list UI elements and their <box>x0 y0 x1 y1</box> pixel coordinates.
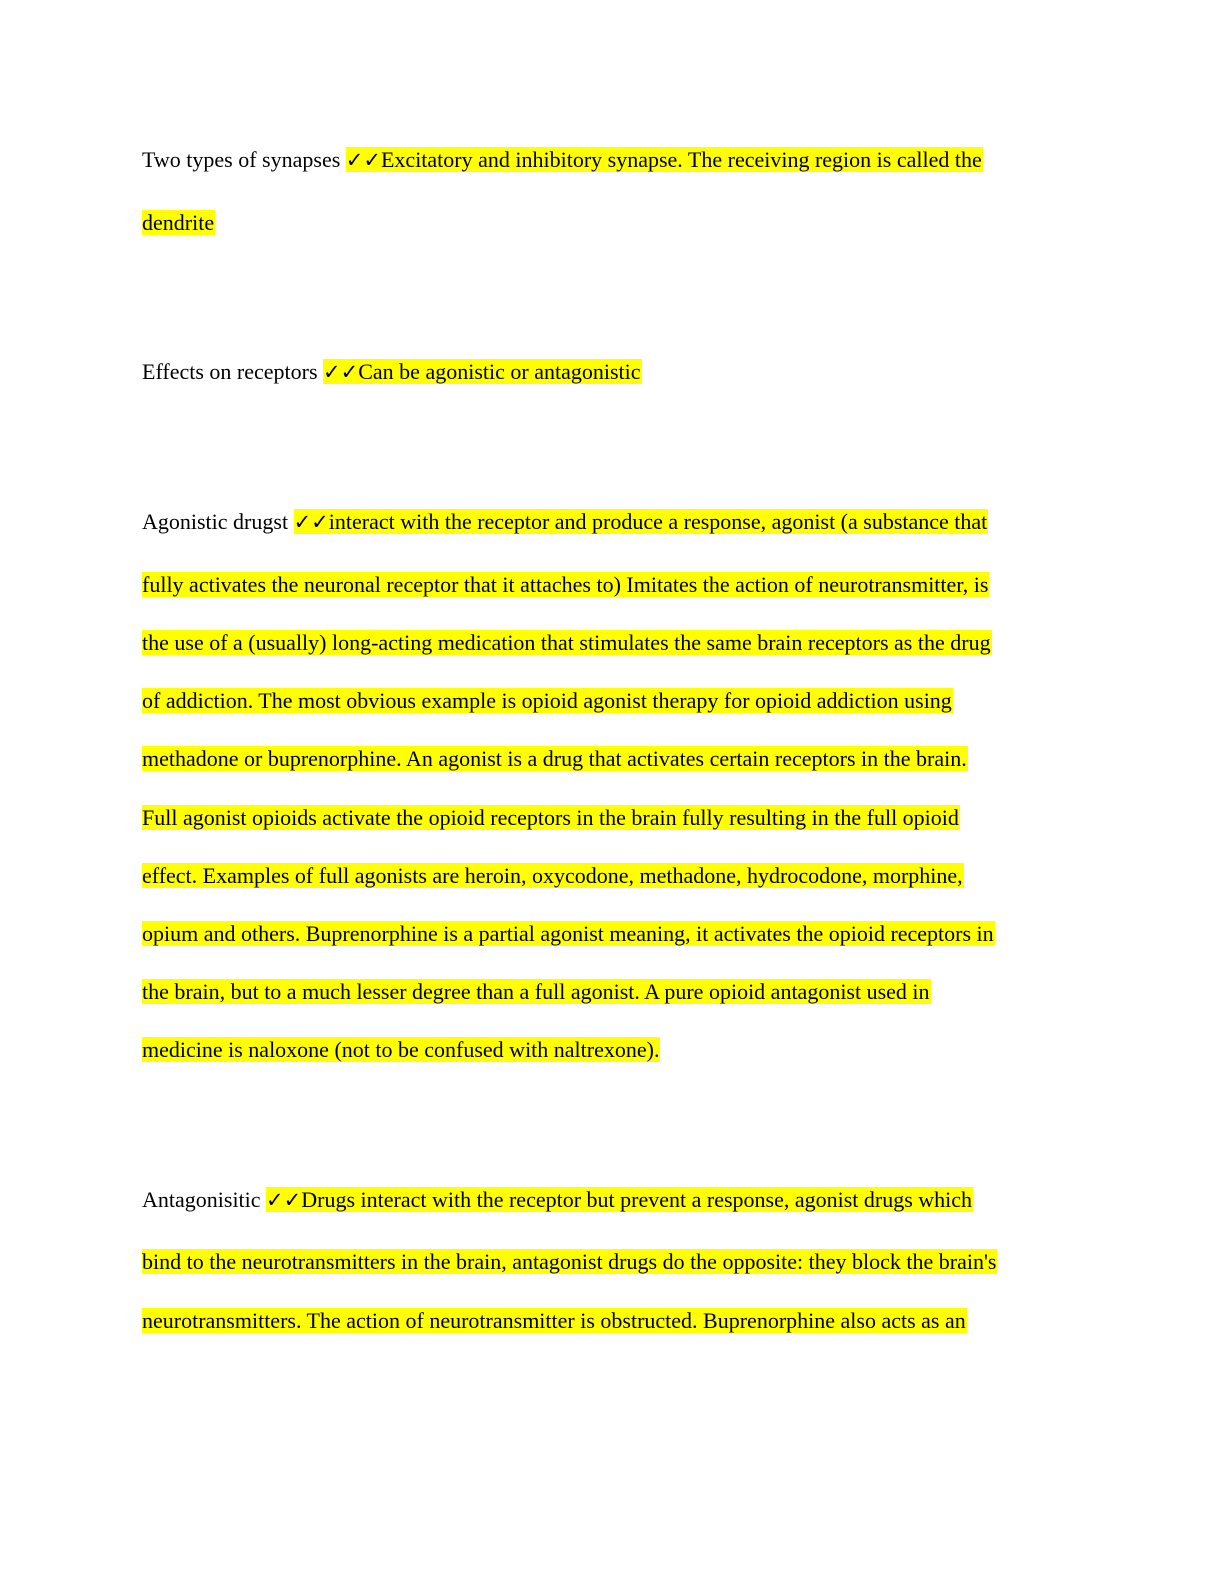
entry-synapses-line-2 <box>142 207 215 239</box>
entry-agonistic-line-6 <box>142 802 960 834</box>
answer-text: Full agonist opioids activate the opioid receptors in the brain fully resulting in the full opioid <box>142 805 959 830</box>
entry-agonistic-line-7 <box>142 860 964 892</box>
answer-text: neurotransmitters. The action of neurotransmitter is obstructed. Buprenorphine also acts as an <box>142 1308 966 1333</box>
entry-synapses-line-1 <box>142 144 983 176</box>
entry-antagonistic-line-2 <box>142 1246 997 1278</box>
double-check-icon: ✓✓ <box>345 148 381 172</box>
double-check-icon: ✓✓ <box>323 360 359 384</box>
entry-term: Agonistic drugst <box>142 509 294 534</box>
answer-text: the use of a (usually) long-acting medication that stimulates the same brain receptors as the drug <box>142 630 991 655</box>
entry-agonistic-line-5 <box>142 743 968 775</box>
answer-text: fully activates the neuronal receptor that it attaches to) Imitates the action of neurotransmitter, is <box>142 572 989 597</box>
entry-agonistic-line-10 <box>142 1034 660 1066</box>
answer-text: Drugs interact with the receptor but prevent a response, agonist drugs which <box>301 1187 973 1212</box>
entry-antagonistic-line-3 <box>142 1305 967 1337</box>
highlighted-answer <box>266 1187 973 1212</box>
highlighted-answer <box>294 509 989 534</box>
highlighted-answer <box>323 359 641 384</box>
entry-agonistic-line-3 <box>142 627 992 659</box>
double-check-icon: ✓✓ <box>293 510 329 534</box>
entry-agonistic-line-1 <box>142 506 988 538</box>
double-check-icon: ✓✓ <box>266 1188 302 1212</box>
answer-text: methadone or buprenorphine. An agonist is a drug that activates certain receptors in the brain. <box>142 746 967 771</box>
entry-term: Effects on receptors <box>142 359 324 384</box>
highlighted-answer <box>346 147 983 172</box>
answer-text: opium and others. Buprenorphine is a partial agonist meaning, it activates the opioid receptors in <box>142 921 994 946</box>
entry-receptors-line-1 <box>142 356 642 388</box>
entry-term: Antagonisitic <box>142 1187 267 1212</box>
answer-text: bind to the neurotransmitters in the brain, antagonist drugs do the opposite: they block the brain's <box>142 1249 997 1274</box>
entry-term: Two types of synapses <box>142 147 346 172</box>
answer-text: effect. Examples of full agonists are heroin, oxycodone, methadone, hydrocodone, morphine, <box>142 863 963 888</box>
answer-text: dendrite <box>142 210 215 235</box>
entry-agonistic-line-4 <box>142 685 953 717</box>
answer-text: Can be agonistic or antagonistic <box>358 359 641 384</box>
entry-agonistic-line-2 <box>142 569 989 601</box>
answer-text: interact with the receptor and produce a response, agonist (a substance that <box>328 509 988 534</box>
answer-text: the brain, but to a much lesser degree than a full agonist. A pure opioid antagonist used in <box>142 979 930 1004</box>
answer-text: Excitatory and inhibitory synapse. The receiving region is called the <box>380 147 982 172</box>
answer-text: medicine is naloxone (not to be confused with naltrexone). <box>142 1037 660 1062</box>
entry-antagonistic-line-1 <box>142 1184 973 1216</box>
answer-text: of addiction. The most obvious example is opioid agonist therapy for opioid addiction using <box>142 688 952 713</box>
entry-agonistic-line-9 <box>142 976 931 1008</box>
entry-agonistic-line-8 <box>142 918 995 950</box>
